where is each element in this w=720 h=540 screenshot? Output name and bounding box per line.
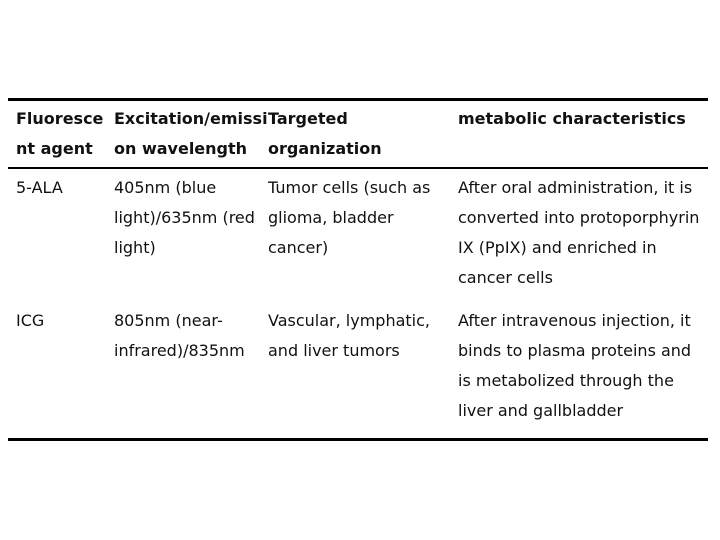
cell-wavelength: 405nm (blue light)/635nm (red light) — [114, 178, 255, 257]
header-fluorescent-agent: Fluorescent agent — [16, 109, 104, 158]
header-row — [8, 100, 708, 169]
table-header — [8, 100, 708, 169]
cell-wavelength: 805nm (near-infrared)/835nm — [114, 311, 245, 360]
cell-metabolism: After intravenous injection, it binds to plasma proteins and is metabolized through the liver and gallbladder — [458, 311, 692, 420]
header-wavelength: Excitation/emission wavelength — [114, 109, 268, 158]
cell-target: Tumor cells (such as glioma, bladder cancer) — [268, 178, 431, 257]
table-row — [8, 303, 708, 440]
cell-target: Vascular, lymphatic, and liver tumors — [268, 311, 430, 360]
fluorescent-agent-table-container — [8, 98, 708, 441]
header-targeted-organization: Targeted organization — [268, 109, 382, 158]
table-body — [8, 168, 708, 440]
cell-agent: 5-ALA — [16, 178, 63, 197]
header-metabolic-characteristics: metabolic characteristics — [458, 109, 686, 128]
fluorescent-agent-table — [8, 98, 708, 441]
cell-agent: ICG — [16, 311, 45, 330]
cell-metabolism: After oral administration, it is converted into protoporphyrin IX (PpIX) and enriched in cancer cells — [458, 178, 700, 287]
table-row — [8, 168, 708, 303]
